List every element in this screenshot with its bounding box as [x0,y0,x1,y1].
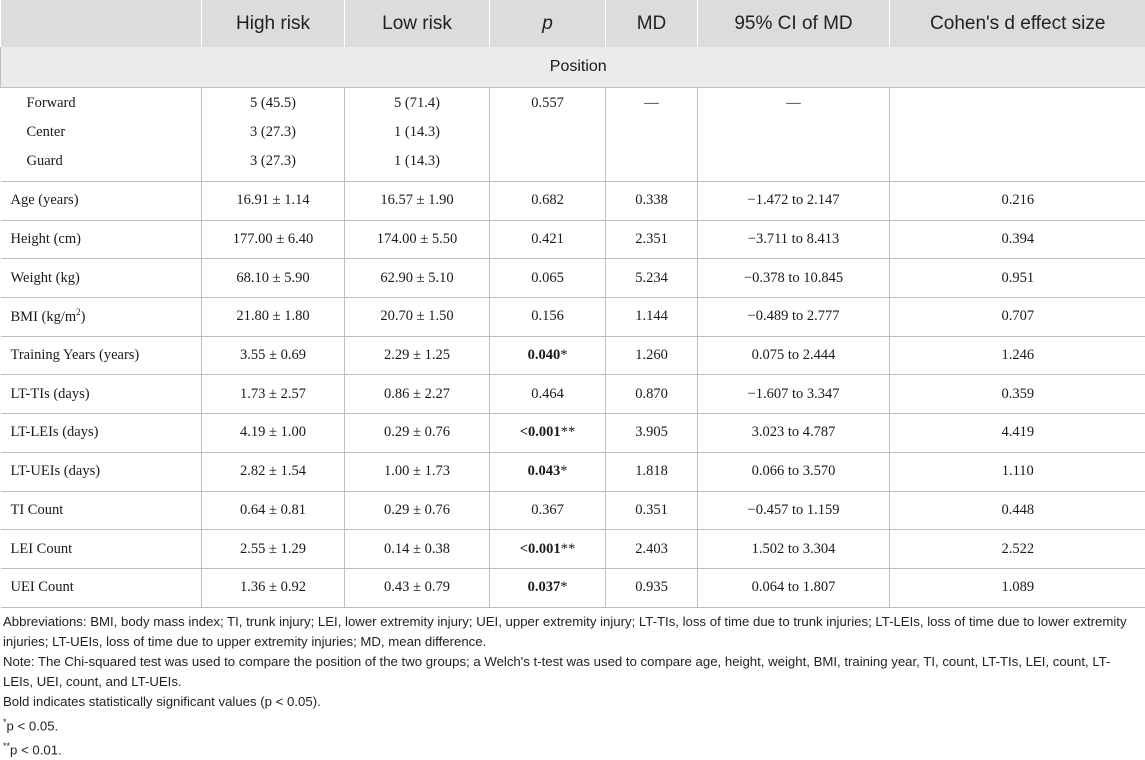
effect-size-value: 0.394 [890,220,1145,259]
position-low: 5 (71.4) [345,89,489,118]
table-row [1,259,1145,298]
significance-note-2 [3,736,1137,760]
row-label [1,182,202,221]
md-value: 5.234 [606,259,698,298]
table-row [1,568,1145,607]
table-row [1,530,1145,569]
low-risk-value: 0.14 ± 0.38 [345,530,490,569]
table-row [1,414,1145,453]
row-label [1,375,202,414]
header-low-risk: Low risk [345,0,490,47]
md-value: 1.260 [606,336,698,375]
table-row [1,298,1145,337]
position-p-value: 0.557 [490,89,605,118]
row-label-superscript: 2 [76,307,81,317]
p-value-number: 0.040 [528,347,561,363]
ci-value: 0.064 to 1.807 [698,568,890,607]
position-d-value [890,89,1145,118]
significance-mark: ** [561,424,576,440]
md-value: 1.818 [606,452,698,491]
significance-mark: * [560,347,567,363]
section-row [1,47,1145,88]
low-risk-value: 2.29 ± 1.25 [345,336,490,375]
position-row [1,88,1145,182]
sig2-mark: ** [3,741,10,751]
high-risk-value: 4.19 ± 1.00 [202,414,345,453]
header-p: p [490,0,606,47]
ci-value: −1.607 to 3.347 [698,375,890,414]
high-risk-value: 177.00 ± 6.40 [202,220,345,259]
p-value-number: 0.037 [528,579,561,595]
p-value [490,182,606,221]
p-value [490,568,606,607]
p-value [490,414,606,453]
ci-value: −3.711 to 8.413 [698,220,890,259]
table-row [1,182,1145,221]
row-label [1,414,202,453]
md-value: 0.870 [606,375,698,414]
position-md-value: — [606,89,697,118]
high-risk-value: 16.91 ± 1.14 [202,182,345,221]
position-high-values [202,88,345,182]
significance-mark: * [560,579,567,595]
ci-value: −0.378 to 10.845 [698,259,890,298]
p-value-number: <0.001 [520,424,561,440]
position-md [606,88,698,182]
table-row [1,491,1145,530]
position-label: Guard [27,147,202,176]
p-value-number: 0.421 [531,231,564,247]
row-label-text: LT-UEIs (days) [11,463,101,479]
row-label-text: LEI Count [11,541,73,557]
p-value-number: 0.464 [531,386,564,402]
high-risk-value: 0.64 ± 0.81 [202,491,345,530]
method-note: Note: The Chi-squared test was used to compare the position of the two groups; a Welch's t-test was used to compare age, height, weight, BMI, training year, TI, count, LT-TIs, LEI, count, LT-LEIs, UEI, count, and LT-UEIs. [3,652,1137,692]
low-risk-value: 62.90 ± 5.10 [345,259,490,298]
high-risk-value: 1.73 ± 2.57 [202,375,345,414]
effect-size-value: 1.110 [890,452,1145,491]
position-p [490,88,606,182]
p-value-number: 0.043 [528,463,561,479]
md-value: 1.144 [606,298,698,337]
row-label [1,259,202,298]
ci-value: 0.066 to 3.570 [698,452,890,491]
row-label-text: LT-LEIs (days) [11,424,99,440]
p-value-number: 0.682 [531,192,564,208]
table-row [1,220,1145,259]
sig2-text: p < 0.01. [10,742,62,757]
ci-value: −0.457 to 1.159 [698,491,890,530]
p-value [490,298,606,337]
high-risk-value: 1.36 ± 0.92 [202,568,345,607]
row-label-text: LT-TIs (days) [11,386,90,402]
p-value [490,375,606,414]
row-label [1,491,202,530]
low-risk-value: 0.29 ± 0.76 [345,414,490,453]
header-md: MD [606,0,698,47]
row-label-text: Height (cm) [11,231,81,247]
p-value-number: 0.367 [531,502,564,518]
row-label [1,530,202,569]
high-risk-value: 68.10 ± 5.90 [202,259,345,298]
ci-value: 0.075 to 2.444 [698,336,890,375]
table-row [1,375,1145,414]
low-risk-value: 20.70 ± 1.50 [345,298,490,337]
significance-mark: * [560,463,567,479]
ci-value: −1.472 to 2.147 [698,182,890,221]
position-ci [698,88,890,182]
p-value [490,259,606,298]
low-risk-value: 1.00 ± 1.73 [345,452,490,491]
ci-value: 3.023 to 4.787 [698,414,890,453]
high-risk-value: 21.80 ± 1.80 [202,298,345,337]
md-value: 0.338 [606,182,698,221]
position-labels [1,88,202,182]
low-risk-value: 0.86 ± 2.27 [345,375,490,414]
abbreviations-note: Abbreviations: BMI, body mass index; TI, trunk injury; LEI, lower extremity injury; UEI, upper extremity injury; LT-TIs, loss of time due to trunk injuries; LT-LEIs, loss of time due to lower extremity injuries; LT-UEIs, loss of time due to upper extremity injuries; MD, mean difference. [3,612,1137,652]
p-value [490,336,606,375]
low-risk-value: 0.43 ± 0.79 [345,568,490,607]
p-value [490,530,606,569]
p-value [490,220,606,259]
high-risk-value: 3.55 ± 0.69 [202,336,345,375]
row-label [1,298,202,337]
row-label-text: TI Count [11,502,64,518]
significance-note-1 [3,712,1137,736]
row-label [1,336,202,375]
low-risk-value: 174.00 ± 5.50 [345,220,490,259]
header-effect-size: Cohen's d effect size [890,0,1145,47]
md-value: 0.935 [606,568,698,607]
row-label [1,568,202,607]
effect-size-value: 0.448 [890,491,1145,530]
md-value: 2.351 [606,220,698,259]
ci-value: 1.502 to 3.304 [698,530,890,569]
md-value: 0.351 [606,491,698,530]
position-low: 1 (14.3) [345,118,489,147]
high-risk-value: 2.55 ± 1.29 [202,530,345,569]
header-high-risk: High risk [202,0,345,47]
effect-size-value: 0.951 [890,259,1145,298]
p-value-number: 0.156 [531,308,564,324]
row-label-tail: ) [81,309,86,325]
position-label: Center [27,118,202,147]
row-label-text: Training Years (years) [11,347,140,363]
p-value-number: 0.065 [531,270,564,286]
low-risk-value: 0.29 ± 0.76 [345,491,490,530]
effect-size-value: 0.707 [890,298,1145,337]
row-label-text: BMI (kg/m [11,309,77,325]
row-label-text: UEI Count [11,579,74,595]
row-label [1,220,202,259]
header-label-column [1,0,202,47]
low-risk-value: 16.57 ± 1.90 [345,182,490,221]
md-value: 3.905 [606,414,698,453]
sig1-mark: * [3,717,7,727]
header-ci: 95% CI of MD [698,0,890,47]
table-footnotes [0,608,1145,760]
position-d [890,88,1145,182]
ci-value: −0.489 to 2.777 [698,298,890,337]
table-row [1,336,1145,375]
position-high: 5 (45.5) [202,89,344,118]
position-high: 3 (27.3) [202,147,344,176]
header-row [1,0,1145,47]
row-label-text: Age (years) [11,192,79,208]
row-label-text: Weight (kg) [11,270,80,286]
position-high: 3 (27.3) [202,118,344,147]
position-low: 1 (14.3) [345,147,489,176]
significance-mark: ** [561,541,576,557]
high-risk-value: 2.82 ± 1.54 [202,452,345,491]
p-value [490,491,606,530]
effect-size-value: 1.089 [890,568,1145,607]
effect-size-value: 1.246 [890,336,1145,375]
md-value: 2.403 [606,530,698,569]
sig1-text: p < 0.05. [7,718,59,733]
effect-size-value: 2.522 [890,530,1145,569]
effect-size-value: 0.216 [890,182,1145,221]
table-row [1,452,1145,491]
section-label: Position [1,47,1145,88]
effect-size-value: 0.359 [890,375,1145,414]
position-ci-value: — [698,89,889,118]
position-low-values [345,88,490,182]
effect-size-value: 4.419 [890,414,1145,453]
p-value-number: <0.001 [520,541,561,557]
row-label [1,452,202,491]
p-value [490,452,606,491]
bold-note: Bold indicates statistically significant values (p < 0.05). [3,692,1137,712]
position-label: Forward [27,89,202,118]
